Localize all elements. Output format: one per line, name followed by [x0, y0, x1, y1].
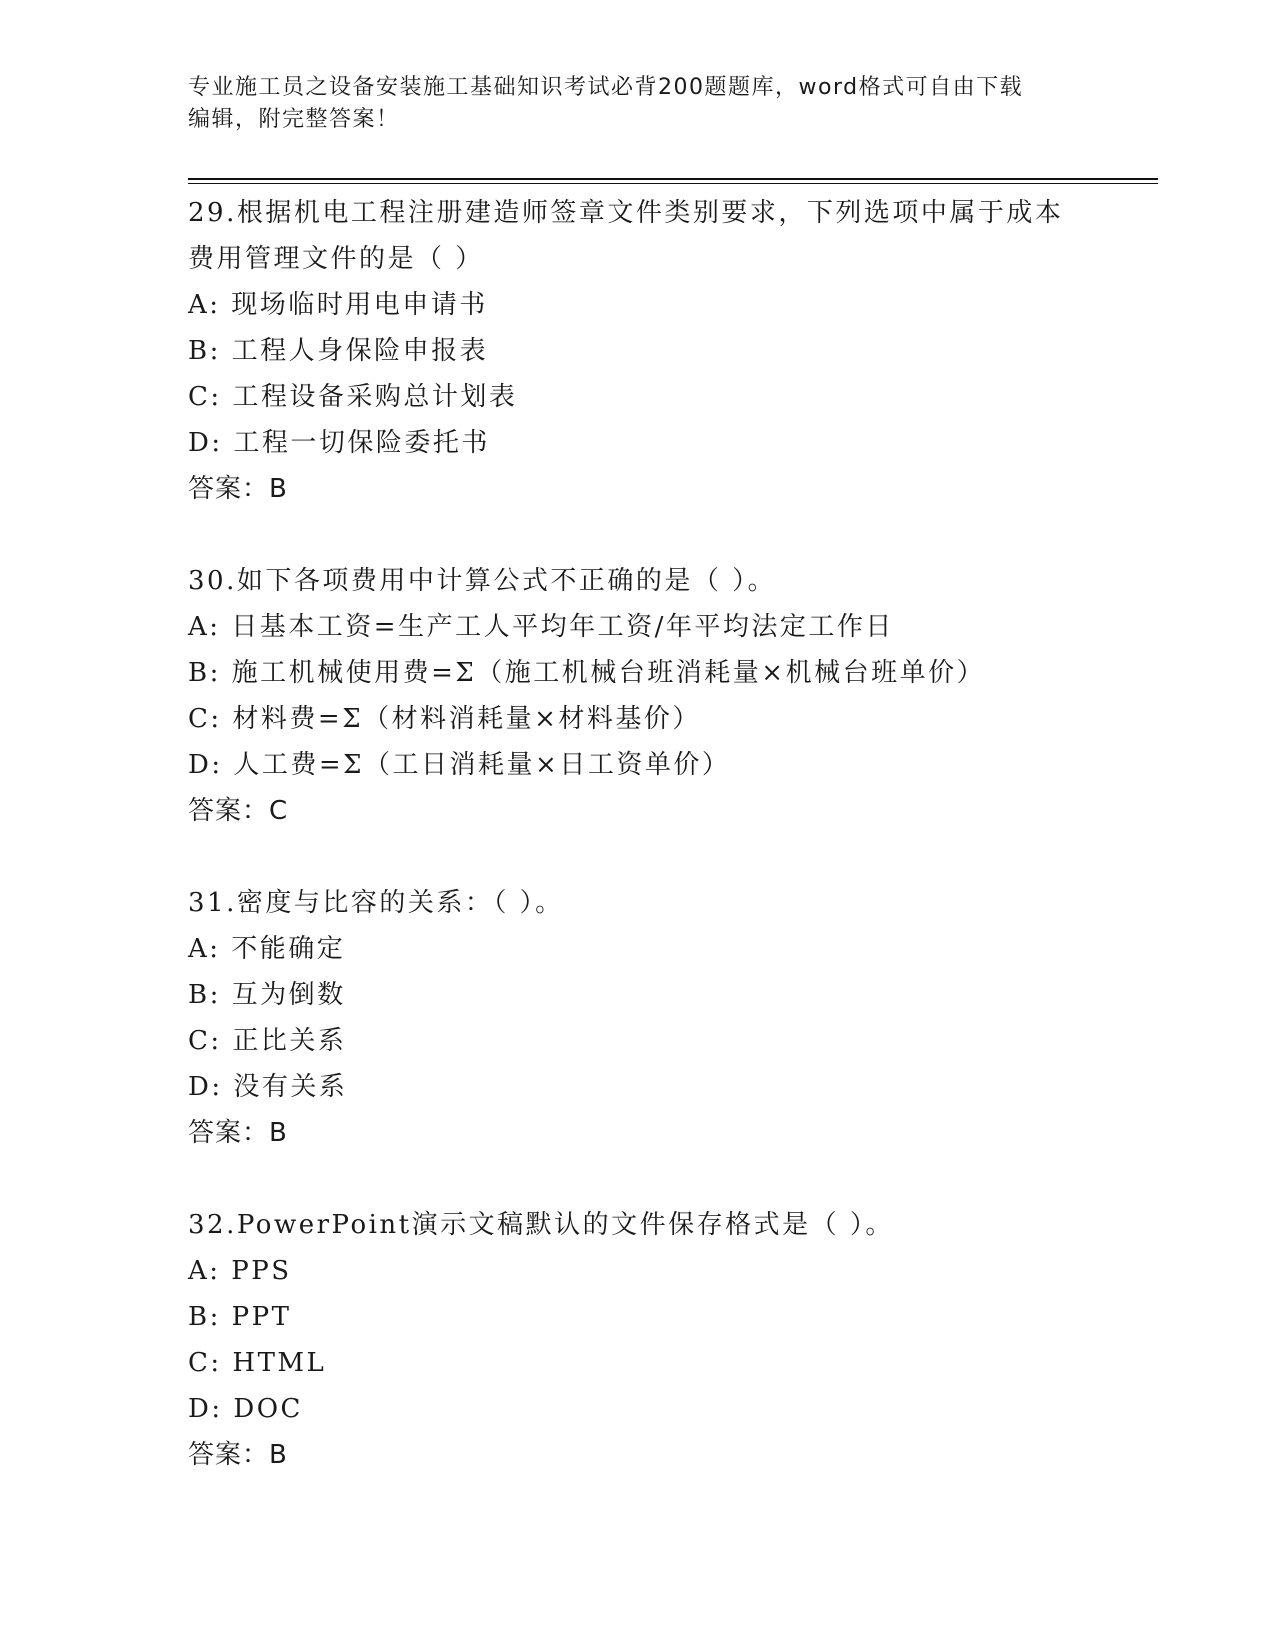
option-c: C: HTML — [188, 1348, 327, 1378]
question-stem: 29.根据机电工程注册建造师签章文件类别要求，下列选项中属于成本 — [188, 198, 1064, 228]
option-b: B: 互为倒数 — [188, 980, 346, 1010]
answer-line: 答案：B — [188, 474, 288, 504]
option-a: A: 不能确定 — [188, 934, 346, 964]
option-c: C: 工程设备采购总计划表 — [188, 382, 518, 412]
option-a: A: 现场临时用电申请书 — [188, 290, 488, 320]
question-31 — [188, 880, 1148, 1156]
option-a: A: PPS — [188, 1256, 292, 1286]
question-list — [188, 190, 1148, 1524]
question-stem-continued: 费用管理文件的是（ ） — [188, 244, 484, 274]
header-divider-thin — [188, 183, 1158, 184]
question-30 — [188, 558, 1148, 834]
question-29 — [188, 190, 1148, 512]
question-stem: 31.密度与比容的关系：（ ）。 — [188, 888, 564, 918]
question-stem: 30.如下各项费用中计算公式不正确的是（ ）。 — [188, 566, 777, 596]
header-line-1: 专业施工员之设备安装施工基础知识考试必背200题题库，word格式可自由下载 — [188, 75, 1024, 100]
header-line-2: 编辑，附完整答案！ — [188, 107, 400, 132]
document-header — [188, 72, 1088, 136]
question-32 — [188, 1202, 1148, 1478]
answer-line: 答案：B — [188, 1440, 288, 1470]
option-c: C: 材料费=Σ（材料消耗量×材料基价） — [188, 704, 701, 734]
answer-line: 答案：B — [188, 1118, 288, 1148]
option-b: B: 工程人身保险申报表 — [188, 336, 489, 366]
option-b: B: 施工机械使用费=Σ（施工机械台班消耗量×机械台班单价） — [188, 658, 986, 688]
option-c: C: 正比关系 — [188, 1026, 347, 1056]
answer-line: 答案：C — [188, 796, 289, 826]
question-stem: 32.PowerPoint演示文稿默认的文件保存格式是（ ）。 — [188, 1210, 894, 1240]
option-d: D: 人工费=Σ（工日消耗量×日工资单价） — [188, 750, 731, 780]
option-d: D: 没有关系 — [188, 1072, 348, 1102]
option-d: D: 工程一切保险委托书 — [188, 428, 490, 458]
header-divider-thick — [188, 178, 1158, 180]
option-d: D: DOC — [188, 1394, 303, 1424]
option-a: A: 日基本工资=生产工人平均年工资/年平均法定工作日 — [188, 612, 894, 642]
option-b: B: PPT — [188, 1302, 292, 1332]
